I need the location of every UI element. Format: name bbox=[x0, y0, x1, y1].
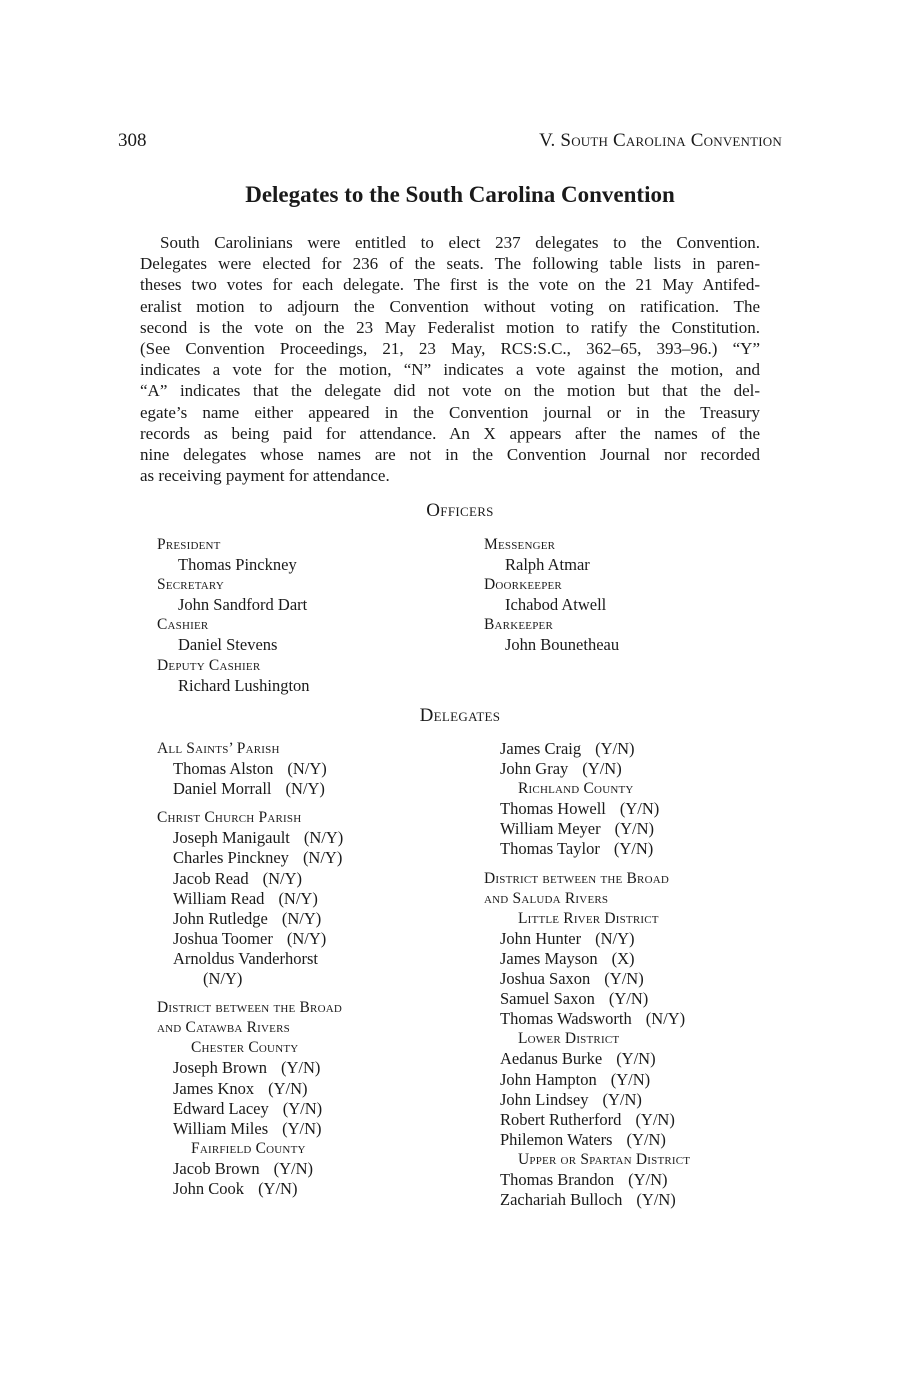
county-title: Richland County bbox=[518, 780, 634, 798]
delegate-name: John Gray bbox=[500, 759, 569, 779]
delegate-entry bbox=[484, 819, 804, 839]
delegate-vote: (N/Y) bbox=[285, 779, 325, 799]
delegate-entry bbox=[157, 949, 477, 969]
delegate-name: Thomas Howell bbox=[500, 799, 606, 819]
officer-name: Richard Lushington bbox=[178, 675, 310, 695]
delegate-vote: (Y/N) bbox=[608, 989, 649, 1009]
section-heading: V. South Carolina Convention bbox=[539, 130, 782, 151]
delegate-entry bbox=[157, 779, 477, 799]
delegate-vote-wrapped: (N/Y) bbox=[203, 969, 243, 989]
delegate-name: Edward Lacey bbox=[173, 1098, 269, 1118]
delegate-vote: (N/Y) bbox=[595, 928, 635, 948]
intro-line: as receiving payment for attendance. bbox=[140, 466, 390, 486]
delegate-name: James Mayson bbox=[500, 948, 598, 968]
district-title-line: and Saluda Rivers bbox=[484, 889, 609, 907]
delegates-left-column bbox=[157, 739, 477, 1199]
delegate-name: James Knox bbox=[173, 1078, 255, 1098]
delegate-entry bbox=[484, 1130, 804, 1150]
delegate-entry bbox=[157, 1179, 477, 1199]
delegate-entry bbox=[157, 1079, 477, 1099]
county-title: Fairfield County bbox=[191, 1139, 306, 1157]
delegate-vote: (Y/N) bbox=[614, 819, 655, 839]
delegates-heading: Delegates bbox=[419, 705, 501, 726]
delegate-name: Robert Rutherford bbox=[500, 1109, 622, 1129]
intro-line: (See Convention Proceedings, 21, 23 May, RCS:S.C., 362–65, 393–96.) “Y” bbox=[140, 339, 760, 359]
delegate-entry bbox=[484, 1170, 804, 1190]
delegate-name: William Miles bbox=[173, 1118, 269, 1138]
delegate-entry bbox=[484, 949, 804, 969]
delegate-name: Joshua Toomer bbox=[173, 928, 273, 948]
delegate-name: William Meyer bbox=[500, 819, 601, 839]
officer-role: Deputy Cashier bbox=[157, 656, 261, 674]
delegate-entry bbox=[157, 889, 477, 909]
intro-line: indicates a vote for the motion, “N” indicates a vote against the motion, and bbox=[140, 360, 760, 380]
intro-line: egate’s name either appeared in the Convention journal or in the Treasury bbox=[140, 402, 760, 422]
officer-role: Barkeeper bbox=[484, 616, 553, 634]
delegate-entry bbox=[157, 1119, 477, 1139]
delegate-entry bbox=[484, 1049, 804, 1069]
delegate-name: John Cook bbox=[173, 1178, 245, 1198]
officer-name: Ralph Atmar bbox=[505, 555, 590, 575]
delegate-vote: (Y/N) bbox=[616, 1049, 656, 1069]
intro-line: South Carolinians were entitled to elect 237 delegates to the Convention. bbox=[160, 233, 760, 252]
delegate-name: Joseph Manigault bbox=[173, 828, 290, 848]
delegate-vote: (Y/N) bbox=[636, 1190, 676, 1210]
district-title-line: District between the Broad bbox=[157, 999, 343, 1017]
parish-title: All Saints’ Parish bbox=[157, 740, 280, 757]
delegate-name: Samuel Saxon bbox=[500, 989, 595, 1009]
intro-line: Delegates were elected for 236 of the seats. The following table lists in paren- bbox=[140, 254, 760, 274]
delegate-entry bbox=[484, 969, 804, 989]
delegate-vote: (Y/N) bbox=[582, 759, 622, 779]
intro-line: “A” indicates that the delegate did not vote on the motion but that the del- bbox=[140, 381, 760, 401]
intro-line: records as being paid for attendance. An X appears after the names of the bbox=[140, 423, 760, 443]
delegate-vote: (Y/N) bbox=[282, 1098, 323, 1118]
delegate-entry bbox=[484, 839, 804, 859]
delegate-vote: (Y/N) bbox=[258, 1178, 298, 1198]
officer-role: Cashier bbox=[157, 616, 209, 634]
officer-role: Secretary bbox=[157, 576, 224, 594]
delegate-name: Jacob Read bbox=[173, 868, 249, 888]
parish-title: Christ Church Parish bbox=[157, 809, 302, 827]
district-group bbox=[484, 869, 804, 1211]
district-title-line: and Catawba Rivers bbox=[157, 1019, 290, 1037]
parish-group bbox=[157, 739, 477, 799]
delegate-name: Thomas Taylor bbox=[500, 839, 600, 859]
intro-line: theses two votes for each delegate. The first is the vote on the 21 May Antifed- bbox=[140, 275, 760, 295]
delegate-entry bbox=[484, 1070, 804, 1090]
delegate-name: Thomas Wadsworth bbox=[500, 1009, 632, 1029]
delegate-vote: (Y/N) bbox=[635, 1109, 675, 1129]
officer-name: Daniel Stevens bbox=[178, 635, 278, 655]
parish-group bbox=[157, 808, 477, 989]
delegate-entry bbox=[484, 1090, 804, 1110]
delegate-name: Joshua Saxon bbox=[500, 969, 591, 989]
officers-heading: Officers bbox=[426, 500, 494, 521]
delegate-name: Zachariah Bulloch bbox=[500, 1190, 623, 1210]
delegate-entry bbox=[157, 848, 477, 868]
delegate-vote: (Y/N) bbox=[619, 799, 660, 819]
delegate-name: James Craig bbox=[500, 739, 582, 758]
delegate-entry bbox=[157, 1058, 477, 1078]
officer-name: Ichabod Atwell bbox=[505, 595, 607, 615]
delegates-right-column bbox=[484, 739, 804, 1210]
intro-line: nine delegates whose names are not in the Convention Journal nor recorded bbox=[140, 445, 760, 465]
page-number: 308 bbox=[118, 130, 147, 151]
officer-role: Messenger bbox=[484, 536, 556, 553]
delegate-entry bbox=[157, 909, 477, 929]
delegate-vote: (N/Y) bbox=[645, 1009, 686, 1029]
officers-right-column bbox=[484, 535, 619, 656]
delegate-vote: (Y/N) bbox=[610, 1069, 651, 1089]
county-title: Chester County bbox=[191, 1039, 299, 1057]
delegate-entry bbox=[484, 1110, 804, 1130]
delegate-entry bbox=[157, 869, 477, 889]
intro-line: eralist motion to adjourn the Convention without voting on ratification. The bbox=[140, 296, 760, 316]
delegate-vote: (N/Y) bbox=[281, 908, 322, 928]
delegate-vote: (Y/N) bbox=[268, 1078, 308, 1098]
delegate-name: Philemon Waters bbox=[500, 1129, 613, 1149]
delegate-name: Thomas Alston bbox=[173, 759, 274, 779]
officer-name: John Sandford Dart bbox=[178, 595, 308, 615]
delegate-entry bbox=[157, 828, 477, 848]
delegate-name: Arnoldus Vanderhorst bbox=[173, 948, 318, 968]
delegate-vote: (N/Y) bbox=[302, 848, 343, 868]
district-group bbox=[157, 998, 477, 1199]
delegate-entry bbox=[484, 929, 804, 949]
district-title-line: District between the Broad bbox=[484, 869, 670, 887]
delegate-vote: (Y/N) bbox=[628, 1169, 668, 1189]
delegate-vote: (X) bbox=[611, 948, 635, 968]
delegate-name: Charles Pinckney bbox=[173, 848, 289, 868]
intro-line: second is the vote on the 23 May Federalist motion to ratify the Constitution. bbox=[140, 317, 760, 337]
officer-name: Thomas Pinckney bbox=[178, 555, 297, 575]
delegate-vote: (Y/N) bbox=[282, 1118, 322, 1138]
intro-paragraph bbox=[140, 232, 760, 486]
delegate-vote: (N/Y) bbox=[287, 759, 327, 779]
officers-left-column bbox=[157, 535, 310, 696]
delegate-name: Daniel Morrall bbox=[173, 779, 272, 799]
delegate-name: Aedanus Burke bbox=[500, 1049, 603, 1069]
officer-role: President bbox=[157, 536, 221, 553]
delegate-vote: (Y/N) bbox=[613, 839, 654, 859]
delegate-entry bbox=[157, 929, 477, 949]
delegate-entry bbox=[157, 1099, 477, 1119]
subdistrict-title: Little River District bbox=[518, 909, 659, 927]
subdistrict-title: Lower District bbox=[518, 1030, 620, 1048]
delegate-entry bbox=[484, 759, 804, 779]
delegate-vote: (N/Y) bbox=[303, 828, 344, 848]
delegate-vote: (Y/N) bbox=[595, 739, 635, 758]
delegate-entry bbox=[484, 1190, 804, 1210]
delegate-entry bbox=[484, 739, 804, 759]
delegate-vote: (Y/N) bbox=[280, 1058, 321, 1078]
delegate-entry bbox=[484, 989, 804, 1009]
delegate-name: Joseph Brown bbox=[173, 1058, 267, 1078]
delegate-name: John Hampton bbox=[500, 1069, 597, 1089]
officer-name: John Bounetheau bbox=[505, 635, 620, 655]
page-title: Delegates to the South Carolina Convention bbox=[245, 182, 675, 207]
delegate-name: John Hunter bbox=[500, 928, 582, 948]
delegate-entry bbox=[484, 1009, 804, 1029]
delegate-name: Jacob Brown bbox=[173, 1158, 260, 1178]
delegate-name: John Rutledge bbox=[173, 908, 268, 928]
delegate-name: John Lindsey bbox=[500, 1089, 589, 1109]
subdistrict-title: Upper or Spartan District bbox=[518, 1150, 691, 1168]
delegate-vote: (N/Y) bbox=[286, 928, 327, 948]
delegate-vote: (Y/N) bbox=[602, 1089, 642, 1109]
delegate-name: Thomas Brandon bbox=[500, 1169, 615, 1189]
delegate-vote: (Y/N) bbox=[626, 1129, 666, 1149]
delegate-name: William Read bbox=[173, 888, 265, 908]
delegate-entry bbox=[484, 799, 804, 819]
delegate-vote: (Y/N) bbox=[604, 969, 644, 989]
district-continued bbox=[484, 739, 804, 860]
delegate-entry bbox=[157, 1159, 477, 1179]
delegate-vote: (Y/N) bbox=[273, 1158, 314, 1178]
delegate-vote: (N/Y) bbox=[278, 888, 318, 908]
officer-role: Doorkeeper bbox=[484, 576, 562, 594]
delegate-entry bbox=[157, 759, 477, 779]
delegate-vote: (N/Y) bbox=[262, 868, 303, 888]
